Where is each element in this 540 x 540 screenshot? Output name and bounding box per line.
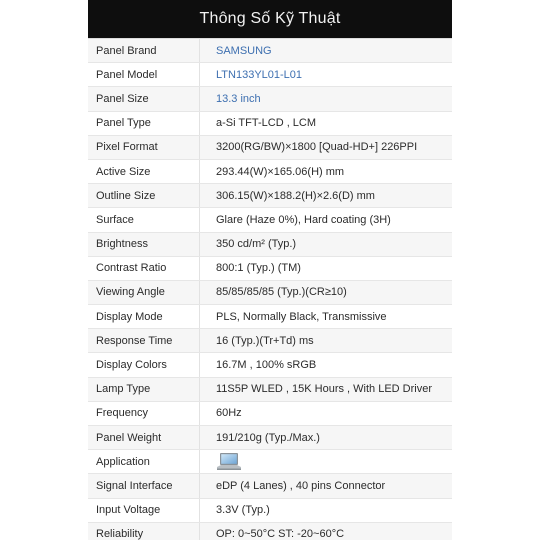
spec-label: Signal Interface — [88, 474, 200, 497]
spec-table — [88, 38, 452, 540]
spec-label: Viewing Angle — [88, 281, 200, 304]
spec-row-brightness — [88, 233, 452, 257]
spec-label: Response Time — [88, 329, 200, 352]
spec-row-frequency — [88, 402, 452, 426]
spec-value: 800:1 (Typ.) (TM) — [216, 262, 301, 275]
spec-title: Thông Số Kỹ Thuật — [199, 10, 341, 27]
spec-header — [88, 0, 452, 38]
spec-label: Pixel Format — [88, 136, 200, 159]
spec-label: Reliability — [88, 523, 200, 540]
spec-label: Panel Type — [88, 112, 200, 135]
spec-row-active-size — [88, 160, 452, 184]
spec-label: Frequency — [88, 402, 200, 425]
spec-row-contrast-ratio — [88, 257, 452, 281]
spec-row-outline-size — [88, 184, 452, 208]
spec-row-display-colors — [88, 353, 452, 377]
spec-row-application — [88, 450, 452, 474]
spec-value: 16 (Typ.)(Tr+Td) ms — [216, 334, 314, 347]
spec-value: 306.15(W)×188.2(H)×2.6(D) mm — [216, 189, 375, 202]
spec-value-link[interactable]: LTN133YL01-L01 — [216, 68, 303, 81]
spec-row-input-voltage — [88, 499, 452, 523]
spec-label: Lamp Type — [88, 378, 200, 401]
spec-label: Contrast Ratio — [88, 257, 200, 280]
spec-value: 11S5P WLED , 15K Hours , With LED Driver — [216, 383, 432, 396]
spec-value-application — [200, 450, 242, 473]
spec-row-panel-model — [88, 63, 452, 87]
spec-label: Panel Model — [88, 63, 200, 86]
spec-row-response-time — [88, 329, 452, 353]
spec-value-link[interactable]: SAMSUNG — [216, 44, 272, 57]
spec-label: Surface — [88, 208, 200, 231]
spec-value: 60Hz — [216, 407, 242, 420]
spec-row-pixel-format — [88, 136, 452, 160]
spec-label: Panel Brand — [88, 39, 200, 62]
spec-value: 3.3V (Typ.) — [216, 504, 270, 517]
spec-label: Display Colors — [88, 353, 200, 376]
spec-value: 350 cd/m² (Typ.) — [216, 238, 297, 251]
spec-row-panel-weight — [88, 426, 452, 450]
spec-value: 3200(RG/BW)×1800 [Quad-HD+] 226PPI — [216, 141, 418, 154]
spec-row-panel-brand — [88, 39, 452, 63]
spec-label: Brightness — [88, 233, 200, 256]
spec-label: Active Size — [88, 160, 200, 183]
spec-value: 85/85/85/85 (Typ.)(CR≥10) — [216, 286, 347, 299]
spec-label: Display Mode — [88, 305, 200, 328]
laptop-icon — [216, 452, 242, 472]
spec-row-surface — [88, 208, 452, 232]
spec-row-signal-interface — [88, 474, 452, 498]
spec-label: Input Voltage — [88, 499, 200, 522]
spec-row-panel-type — [88, 112, 452, 136]
spec-value: OP: 0~50°C ST: -20~60°C — [216, 528, 345, 540]
spec-label: Panel Size — [88, 87, 200, 110]
spec-value: 16.7M , 100% sRGB — [216, 359, 317, 372]
spec-value: PLS, Normally Black, Transmissive — [216, 310, 387, 323]
spec-row-viewing-angle — [88, 281, 452, 305]
spec-value: Glare (Haze 0%), Hard coating (3H) — [216, 213, 391, 226]
spec-row-display-mode — [88, 305, 452, 329]
spec-value-link[interactable]: 13.3 inch — [216, 92, 261, 105]
spec-value: 191/210g (Typ./Max.) — [216, 431, 320, 444]
spec-label: Application — [88, 450, 200, 473]
spec-sheet — [88, 0, 452, 540]
spec-row-reliability — [88, 523, 452, 540]
spec-value: a-Si TFT-LCD , LCM — [216, 117, 317, 130]
spec-value: 293.44(W)×165.06(H) mm — [216, 165, 345, 178]
spec-label: Panel Weight — [88, 426, 200, 449]
spec-row-panel-size — [88, 87, 452, 111]
spec-row-lamp-type — [88, 378, 452, 402]
spec-label: Outline Size — [88, 184, 200, 207]
spec-value: eDP (4 Lanes) , 40 pins Connector — [216, 479, 386, 492]
